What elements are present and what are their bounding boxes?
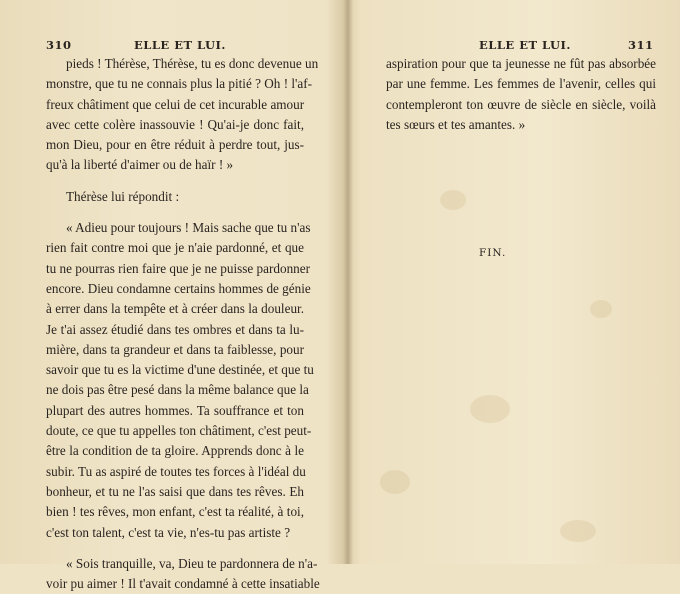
text-line: monstre, que tu ne connais plus la pitié ? Oh ! l'af-: [46, 76, 313, 92]
text-line: mière, dans ta grandeur et dans ta faiblesse, pour: [46, 341, 304, 357]
left-page-text: [46, 54, 320, 594]
right-running-head: ELLE ET LUI.: [479, 38, 571, 52]
text-line: encore. Dieu condamne certains hommes de génie: [46, 280, 311, 296]
text-line: rien fait contre moi que je n'aie pardonné, et que: [46, 240, 304, 256]
right-page-text: [386, 54, 656, 135]
right-page-number: 311: [628, 38, 654, 52]
text-line: c'est ton talent, c'est ta vie, n'es-tu pas artiste ?: [46, 524, 291, 540]
text-line: tu ne pourras rien faire que je ne puisse pardonner: [46, 260, 311, 276]
text-line: qu'à la liberté d'aimer ou de haïr ! »: [46, 157, 234, 173]
text-line: contempleront ton œuvre de siècle en siècle, voilà: [386, 96, 656, 112]
paragraph-gap: [46, 207, 304, 218]
left-running-head: ELLE ET LUI.: [134, 38, 226, 52]
paragraph: [46, 554, 320, 594]
paragraph: [46, 54, 319, 176]
text-line: tes sœurs et tes amantes. »: [386, 116, 526, 132]
text-line: freux châtiment que celui de cet incurable amour: [46, 96, 305, 112]
text-line: « Adieu pour toujours ! Mais sache que tu n'as: [66, 220, 311, 236]
text-line: pieds ! Thérèse, Thérèse, tu es donc devenue un: [66, 56, 319, 71]
text-line: doute, ce que tu appelles ton châtiment, c'est peut-: [46, 423, 312, 439]
text-line: bonheur, et tu ne l'as saisi que dans tes rêves. Eh: [46, 483, 304, 499]
text-line: être la condition de ta gloire. Apprends donc à le: [46, 443, 304, 459]
text-line: voir pu aimer ! Il t'avait condamné à cette insatiable: [46, 576, 320, 592]
paragraph-gap: [46, 176, 304, 187]
text-line: « Sois tranquille, va, Dieu te pardonnera de n'a-: [66, 555, 318, 571]
paragraph-gap: [46, 543, 304, 554]
text-line: subir. Tu as aspiré de toutes tes forces à l'idéal du: [46, 463, 306, 479]
text-line: bien ! tes rêves, mon enfant, c'est ta réalité, à toi,: [46, 504, 304, 520]
text-line: aspiration pour que ta jeunesse ne fût pas absorbée: [386, 56, 656, 71]
text-line: savoir que tu es la victime d'une destinée, et que tu: [46, 362, 314, 378]
text-line: mon Dieu, pour en être réduit à perdre tout, jus-: [46, 137, 304, 153]
text-line: par une femme. Les femmes de l'avenir, celles qui: [386, 76, 656, 92]
text-line: Thérèse lui répondit :: [66, 188, 180, 204]
left-page-number: 310: [46, 38, 72, 52]
text-line: Je t'ai assez étudié dans tes ombres et dans ta lu-: [46, 321, 304, 337]
right-page: [352, 0, 680, 564]
text-line: avec cette colère inassouvie ! Qu'ai-je donc fait,: [46, 116, 304, 132]
paragraph: [46, 187, 304, 207]
text-line: plupart des autres hommes. Ta souffrance et ton: [46, 402, 304, 418]
paragraph: [46, 218, 314, 543]
end-mark: FIN.: [479, 247, 507, 259]
text-line: à errer dans la tempête et à créer dans la douleur.: [46, 301, 304, 317]
text-line: ne dois pas être pesé dans la même balance que la: [46, 382, 309, 398]
